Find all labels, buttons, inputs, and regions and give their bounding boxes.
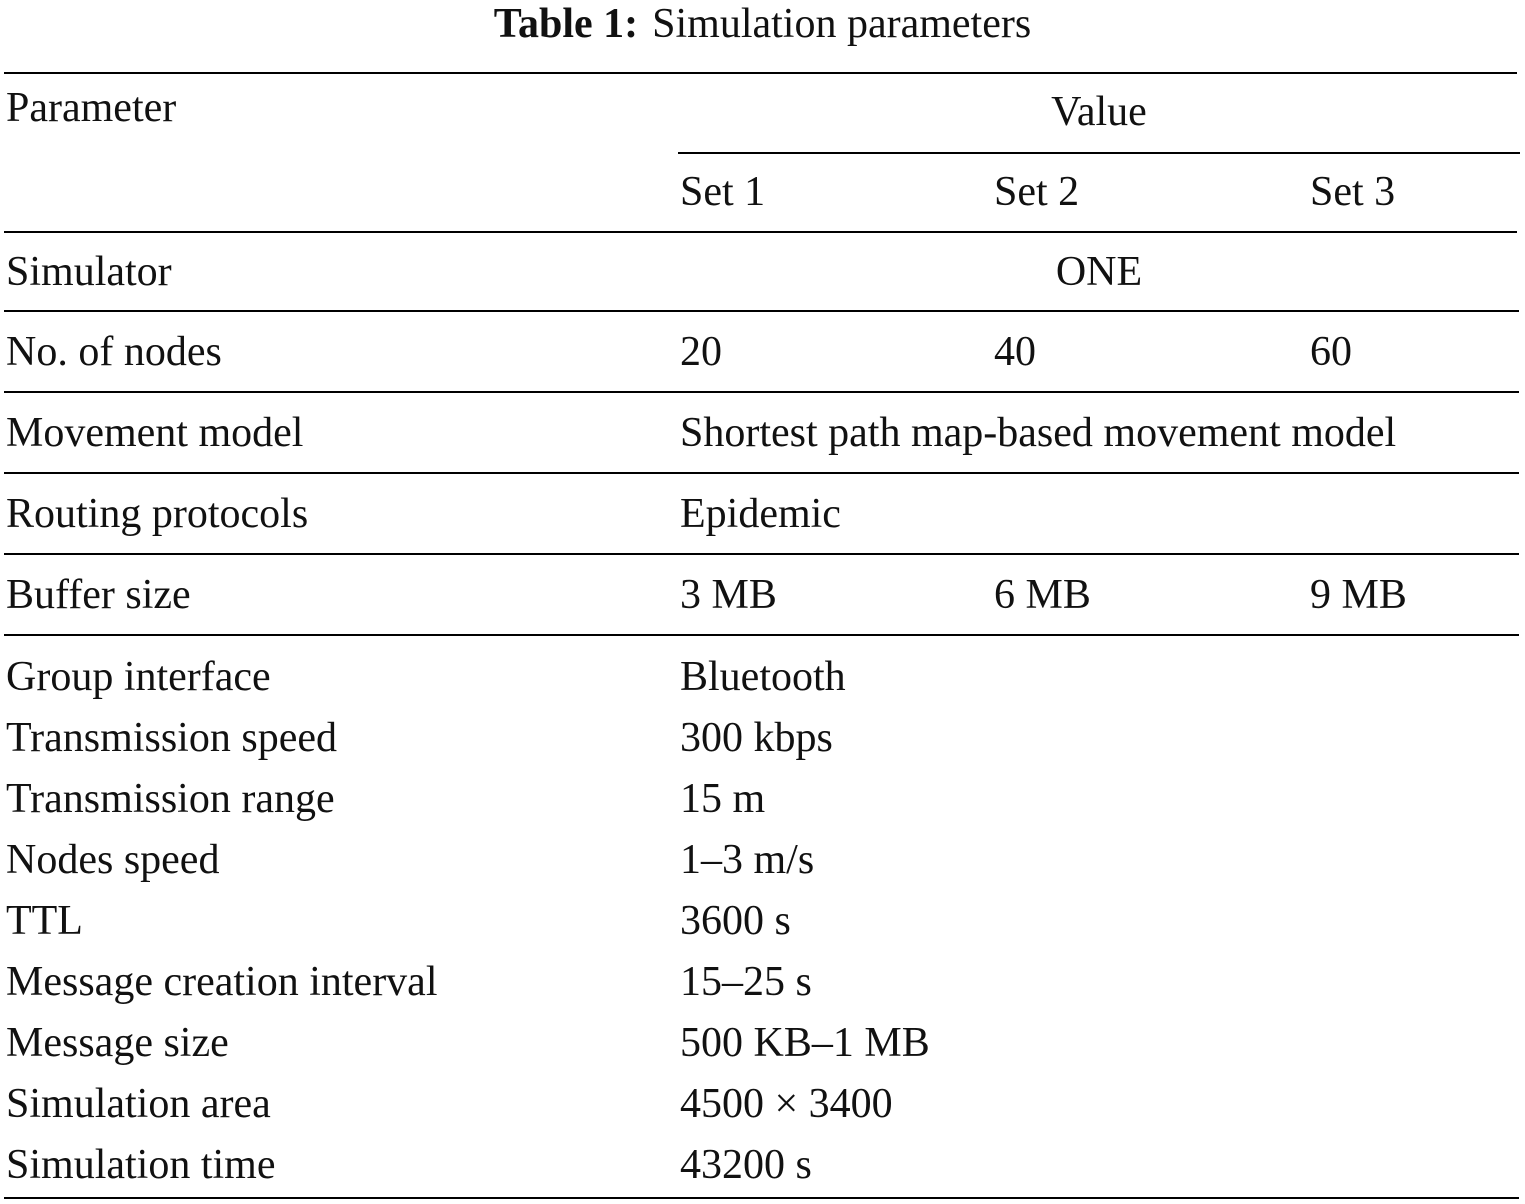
header-set-1: Set 1 [680,169,766,215]
row-rule-nodes [4,391,1519,393]
table-caption [0,0,1525,50]
row-label-buffer: Buffer size [6,572,191,618]
row-value-simulation-area: 4500 × 3400 [680,1081,893,1127]
row-value-transmission-range: 15 m [680,776,766,822]
row-label-group-interface: Group interface [6,654,271,700]
header-bottom-rule [4,231,1517,233]
row-value-message-size: 500 KB–1 MB [680,1020,930,1066]
row-label-message-size: Message size [6,1020,229,1066]
header-parameter: Parameter [6,85,177,131]
row-label-transmission-speed: Transmission speed [6,715,337,761]
buffer-set-3: 9 MB [1310,572,1407,618]
row-label-ttl: TTL [6,898,83,944]
bottom-rule [4,1197,1519,1199]
nodes-set-1: 20 [680,329,722,375]
header-value: Value [1051,89,1147,135]
row-value-simulation-time: 43200 s [680,1142,812,1188]
row-value-routing: Epidemic [680,491,841,537]
header-set-2: Set 2 [994,169,1080,215]
buffer-set-1: 3 MB [680,572,777,618]
row-label-message-creation-interval: Message creation interval [6,959,438,1005]
row-label-simulation-time: Simulation time [6,1142,276,1188]
row-label-nodes-speed: Nodes speed [6,837,220,883]
nodes-set-2: 40 [994,329,1036,375]
row-label-simulator: Simulator [6,249,172,295]
value-subheader-rule [678,152,1520,154]
row-label-simulation-area: Simulation area [6,1081,271,1127]
caption-text: Simulation parameters [652,1,1032,47]
row-value-ttl: 3600 s [680,898,791,944]
buffer-set-2: 6 MB [994,572,1091,618]
row-rule-simulator [4,310,1519,312]
row-rule-movement [4,472,1519,474]
row-value-movement: Shortest path map-based movement model [680,410,1397,456]
row-label-movement: Movement model [6,410,304,456]
row-label-nodes: No. of nodes [6,329,222,375]
row-label-routing: Routing protocols [6,491,309,537]
header-set-3: Set 3 [1310,169,1396,215]
row-value-transmission-speed: 300 kbps [680,715,833,761]
row-value-group-interface: Bluetooth [680,654,846,700]
row-rule-buffer [4,634,1519,636]
row-label-transmission-range: Transmission range [6,776,335,822]
top-rule [4,72,1517,74]
nodes-set-3: 60 [1310,329,1352,375]
row-value-message-creation-interval: 15–25 s [680,959,812,1005]
row-value-nodes-speed: 1–3 m/s [680,837,815,883]
row-value-simulator: ONE [1055,249,1143,295]
caption-label: Table 1: [493,1,639,47]
row-rule-routing [4,553,1519,555]
